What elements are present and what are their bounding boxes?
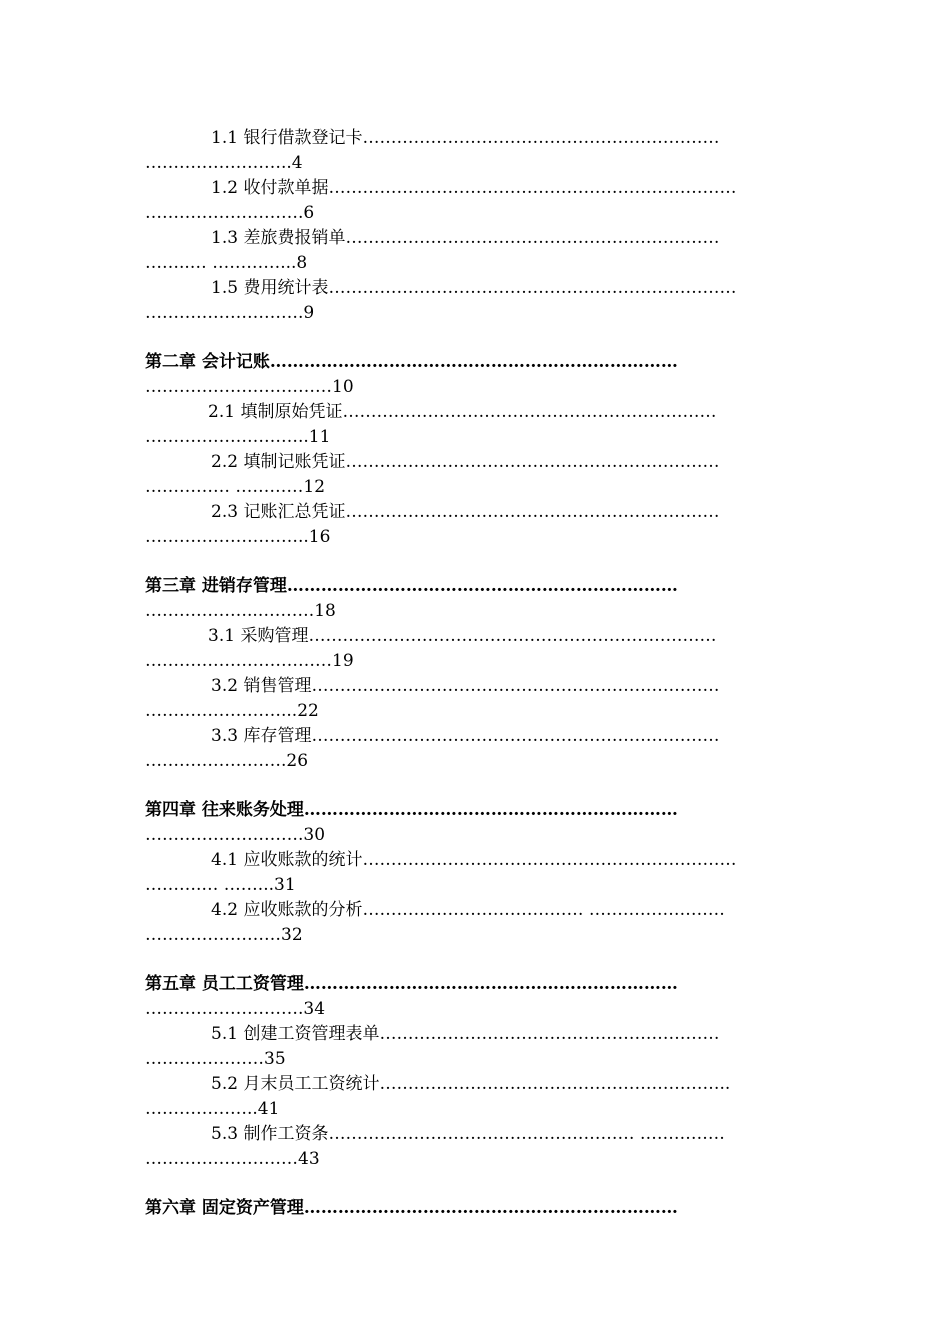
toc-entry-3-1: 3.1 采购管理……………………………………………………………… [208,626,717,646]
toc-entry-5-1-page: …………………35 [145,1049,286,1069]
toc-entry-2-1-page: ………………………..11 [145,427,331,447]
toc-entry-5-1: 5.1 创建工资管理表单…………………………………………………… [211,1024,720,1044]
toc-entry-2-1: 2.1 填制原始凭证………………………………………………………… [208,402,717,422]
toc-entry-1-5-page: ……………………….9 [145,303,315,323]
toc-entry-1-3: 1.3 差旅费报销单………………………………………………………… [211,228,720,248]
toc-entry-5-3-page: ………………………43 [145,1149,320,1169]
toc-entry-2-3: 2.3 记账汇总凭证………………………………………………………… [211,502,720,522]
toc-entry-2-3-page: ………………………..16 [145,527,331,547]
toc-entry-3-2-page: ……………………...22 [145,701,319,721]
toc-chapter-5: 第五章 员工工资管理………………………………………………………… [145,974,678,994]
toc-chapter-5-page: ……………………….34 [145,999,326,1019]
toc-entry-5-3: 5.3 制作工资条……………………………………………… …………… [211,1124,725,1144]
toc-entry-4-1-page: ……….… ……...31 [145,875,296,895]
toc-entry-4-2: 4.2 应收账款的分析………………………………… …………………… [211,900,725,920]
toc-chapter-2-page: ……………………………10 [145,377,354,397]
toc-entry-2-2-page: …………… …………12 [145,477,326,497]
toc-chapter-6: 第六章 固定资产管理………………………………………………………… [145,1198,678,1218]
toc-entry-1-1: 1.1 银行借款登记卡……………………………………………………… [211,128,720,148]
toc-entry-5-2-page: ………………..41 [145,1099,280,1119]
toc-chapter-3-page: ………………..……….18 [145,601,336,621]
toc-entry-3-1-page: ……………………………19 [145,651,354,671]
toc-entry-1-2-page: ……………………….6 [145,203,315,223]
toc-entry-3-3: 3.3 库存管理……………………………………………………………… [211,726,720,746]
toc-entry-1-3-page: ……..… …………...8 [145,253,308,273]
toc-entry-1-5: 1.5 费用统计表……………………………………………………………… [211,278,737,298]
toc-entry-1-2: 1.2 收付款单据……………………………………………………………… [211,178,737,198]
toc-entry-3-2: 3.2 销售管理……………………………………………………………… [211,676,720,696]
toc-chapter-4-page: ……………………….30 [145,825,326,845]
toc-chapter-2: 第二章 会计记账……………………………………………………………… [145,352,678,372]
toc-entry-1-1-page: ……………………..4 [145,153,303,173]
toc-entry-4-2-page: ……………………32 [145,925,303,945]
toc-chapter-3: 第三章 进销存管理…………………………………………………………… [145,576,678,596]
toc-entry-4-1: 4.1 应收账款的统计………………………………………………………… [211,850,737,870]
toc-entry-2-2: 2.2 填制记账凭证………………………………………………………… [211,452,720,472]
toc-entry-3-3-page: …………………….26 [145,751,309,771]
toc-chapter-4: 第四章 往来账务处理………………………………………………………… [145,800,678,820]
toc-entry-5-2: 5.2 月末员工工资统计…………………………………………………….. [211,1074,731,1094]
